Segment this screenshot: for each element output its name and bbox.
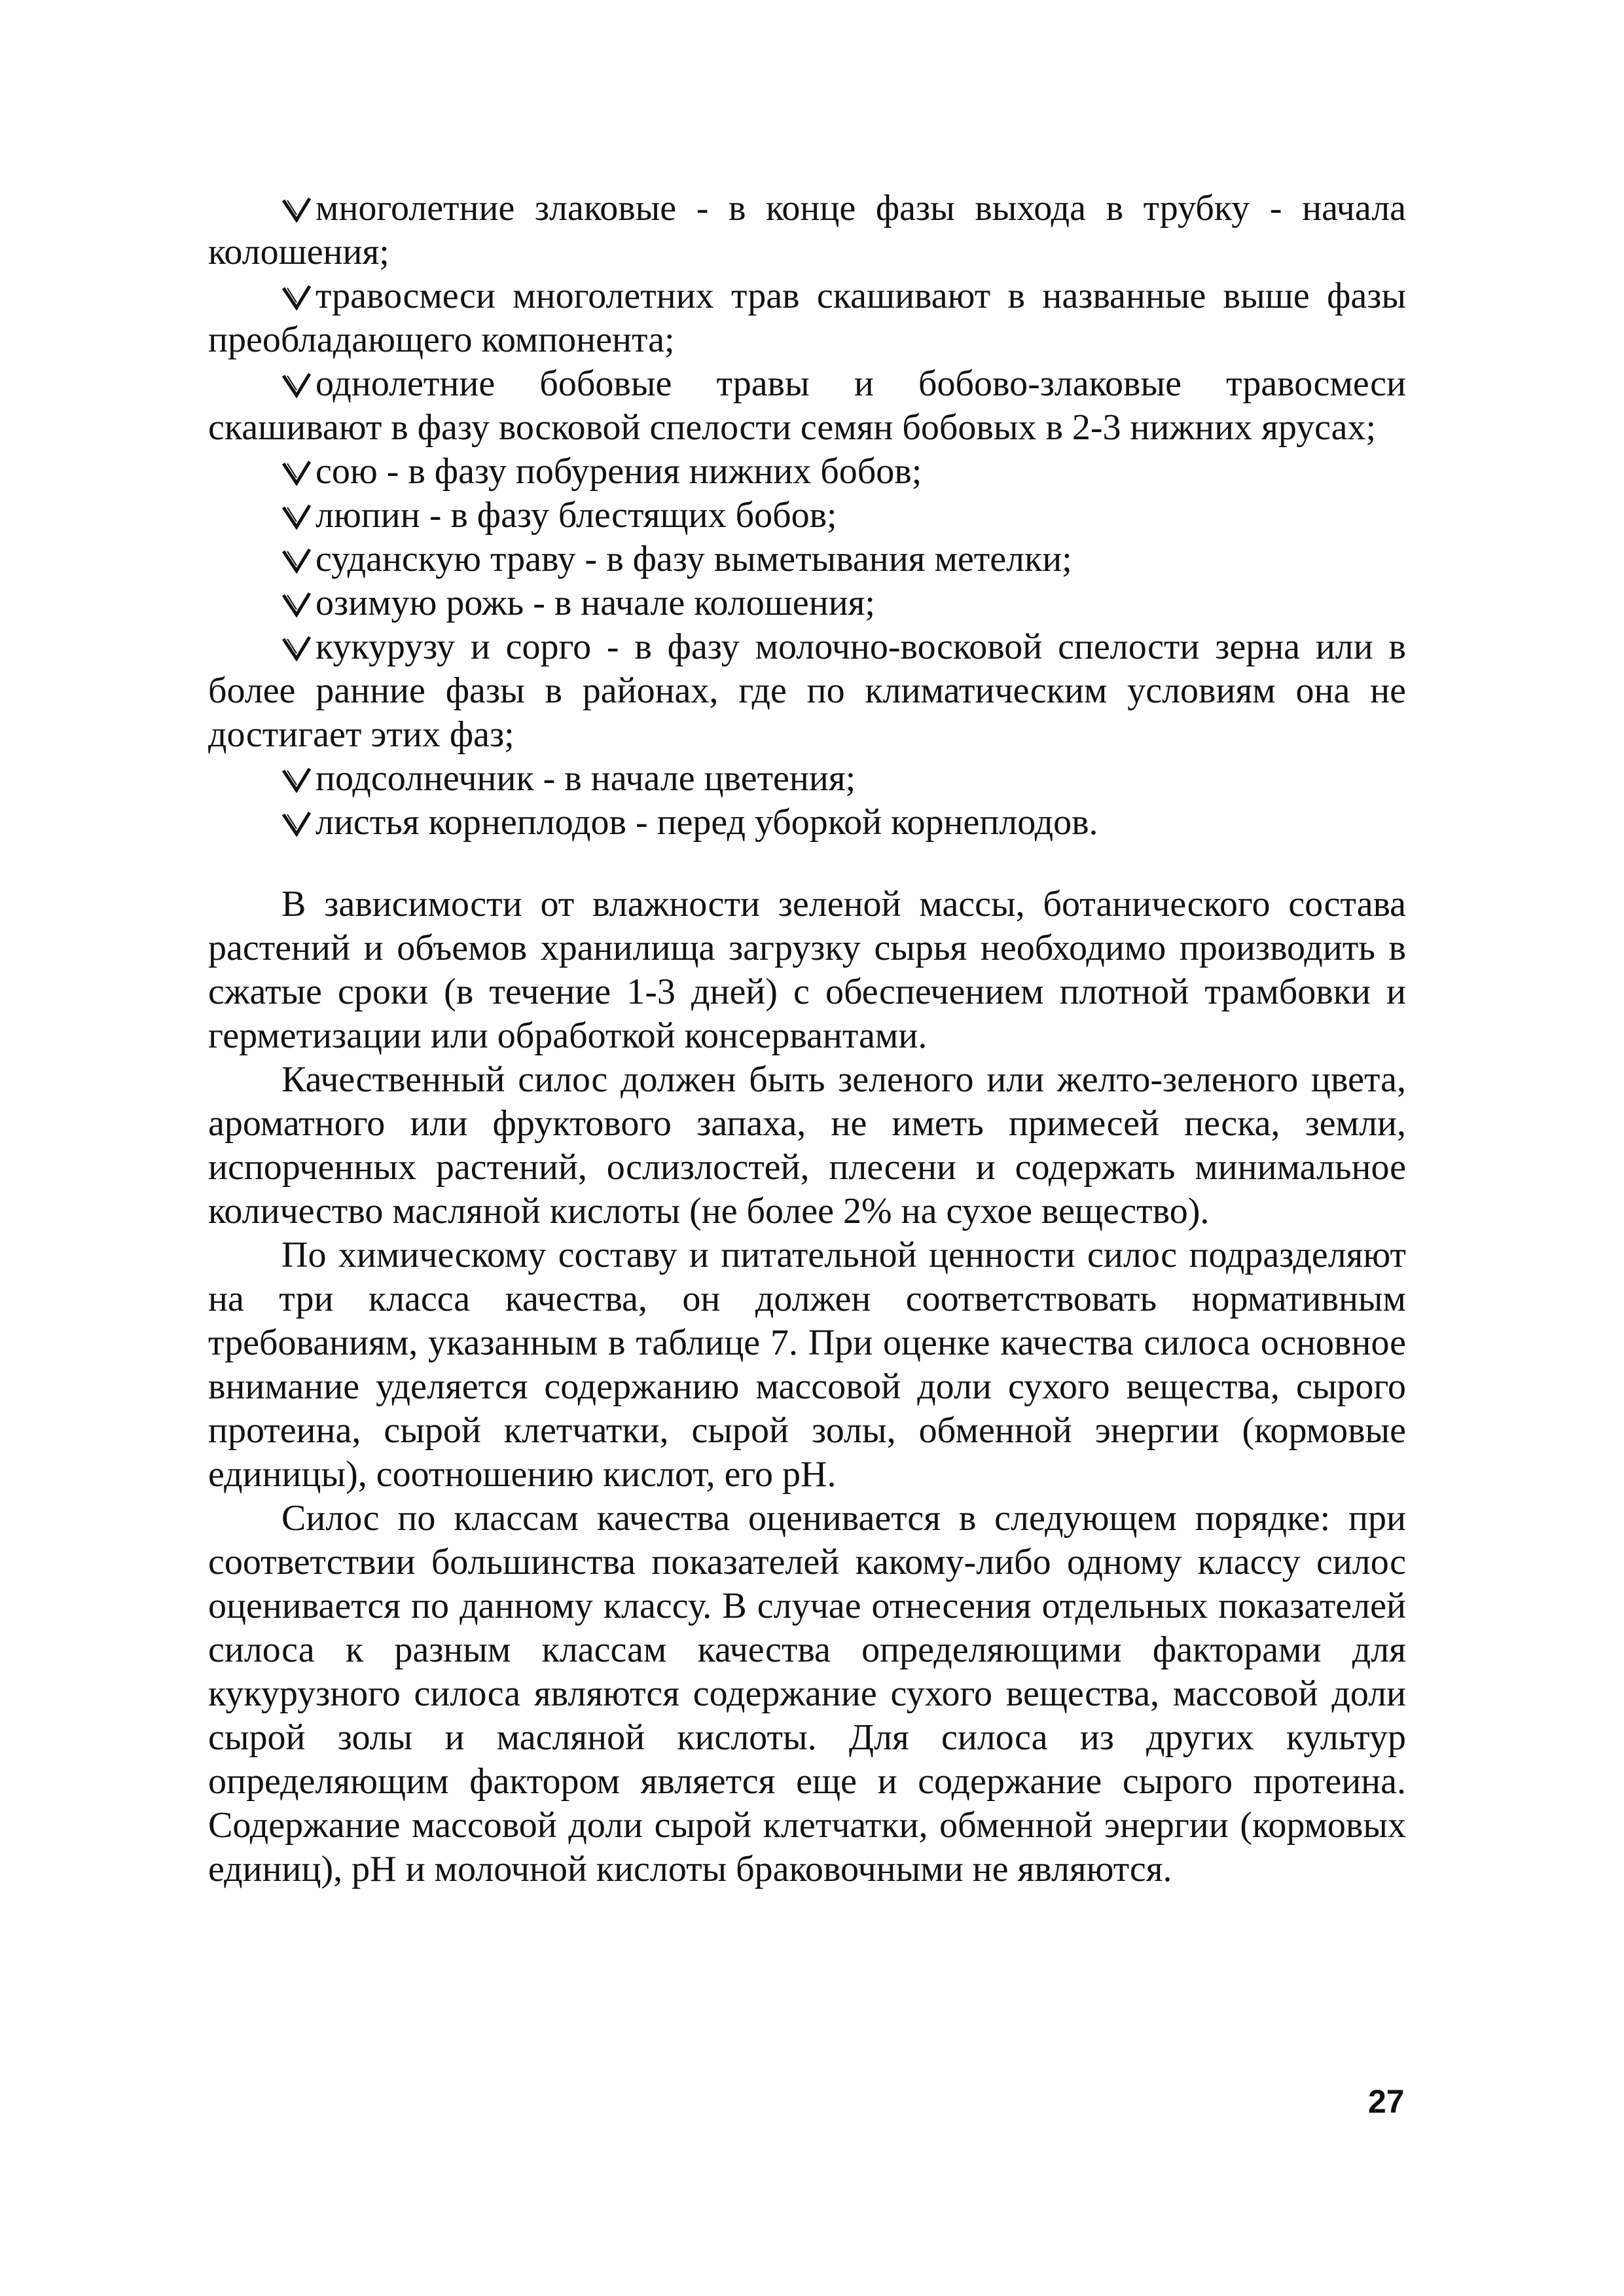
checkmark-icon: [281, 591, 312, 617]
list-item: [208, 450, 1406, 494]
checkmark-icon: [281, 284, 312, 310]
list-item: [208, 581, 1406, 625]
harvest-phase-list: [208, 187, 1406, 845]
page-number: 27: [1368, 2083, 1405, 2120]
list-item-text: люпин - в фазу блестящих бобов;: [316, 495, 837, 536]
list-item: [208, 494, 1406, 538]
list-item-text: травосмеси многолетних трав скашивают в названные выше фазы преобладающего компонента;: [208, 276, 1406, 360]
list-item-text: сою - в фазу побурения нижних бобов;: [316, 451, 922, 492]
list-item-text: многолетние злаковые - в конце фазы выхода в трубку - начала колошения;: [208, 188, 1406, 272]
checkmark-icon: [281, 811, 312, 837]
body-paragraph: Качественный силос должен быть зеленого или желто-зеленого цвета, ароматного или фруктового запаха, не иметь примесей песка, земли, испорченных растений, ослизлостей, плесени и содержать минимальное количество масляной кислоты (не более 2% на сухое вещество).: [208, 1059, 1406, 1231]
list-item-text: подсолнечник - в начале цветения;: [316, 758, 856, 799]
list-item-text: суданскую траву - в фазу выметывания метелки;: [316, 539, 1072, 579]
list-item: [208, 801, 1406, 845]
checkmark-icon: [281, 547, 312, 574]
checkmark-icon: [281, 503, 312, 530]
document-page: [208, 187, 1406, 1891]
checkmark-icon: [281, 635, 312, 661]
list-item-text: кукурузу и сорго - в фазу молочно-восковой спелости зерна или в более ранние фазы в районах, где по климатическим условиям она не достигает этих фаз;: [208, 627, 1406, 755]
list-item: [208, 538, 1406, 581]
checkmark-icon: [281, 460, 312, 486]
list-item-text: однолетние бобовые травы и бобово-злаковые травосмеси скашивают в фазу восковой спелости семян бобовых в 2-3 нижних ярусах;: [208, 363, 1406, 448]
checkmark-icon: [281, 196, 312, 223]
body-paragraph: Силос по классам качества оценивается в следующем порядке: при соответствии большинства показателей какому-либо одному классу силос оценивается по данному классу. В случае отнесения отдельных показателей силоса к разным классам качества определяющими факторами для кукурузного силоса являются содержание сухого вещества, массовой доли сырой золы и масляной кислоты. Для силоса из других культур определяющим фактором является еще и содержание сырого протеина. Содержание массовой доли сырой клетчатки, обменной энергии (кормовых единиц), pH и молочной кислоты браковочными не являются.: [208, 1498, 1406, 1889]
list-item: [208, 274, 1406, 362]
checkmark-icon: [281, 767, 312, 793]
list-item-text: озимую рожь - в начале колошения;: [316, 583, 875, 623]
list-item: [208, 757, 1406, 801]
list-item: [208, 362, 1406, 450]
list-item: [208, 625, 1406, 757]
list-item-text: листья корнеплодов - перед уборкой корнеплодов.: [316, 802, 1098, 843]
body-paragraph: В зависимости от влажности зеленой массы, ботанического состава растений и объемов хранилища загрузку сырья необходимо производить в сжатые сроки (в течение 1-3 дней) с обеспечением плотной трамбовки и герметизации или обработкой консервантами.: [208, 884, 1406, 1056]
checkmark-icon: [281, 372, 312, 398]
section-spacer: [208, 845, 1406, 883]
body-paragraph: По химическому составу и питательной ценности силос подразделяют на три класса качества, он должен соответствовать нормативным требованиям, указанным в таблице 7. При оценке качества силоса основное внимание уделяется содержанию массовой доли сухого вещества, сырого протеина, сырой клетчатки, сырой золы, обменной энергии (кормовые единицы), соотношению кислот, его pH.: [208, 1235, 1406, 1495]
list-item: [208, 187, 1406, 274]
